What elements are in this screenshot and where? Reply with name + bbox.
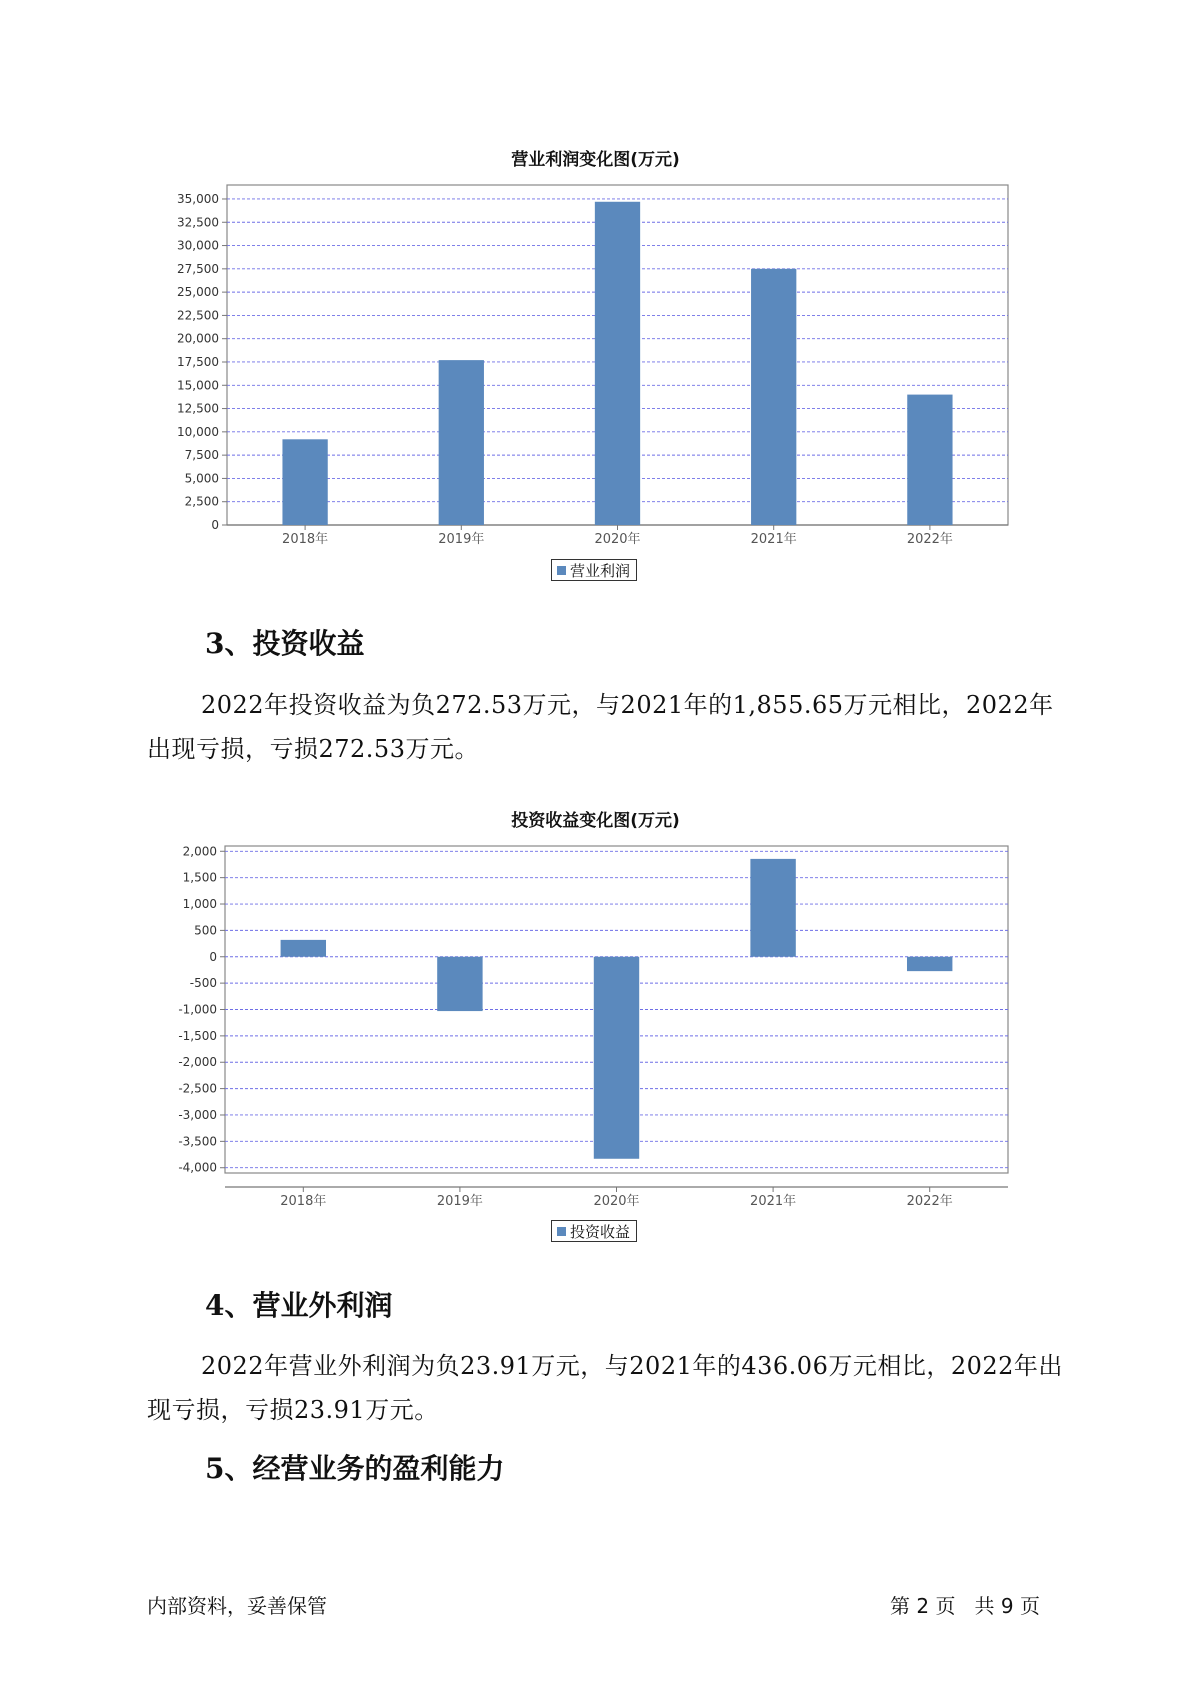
y-tick-label: 25,000 bbox=[177, 285, 219, 300]
y-tick-label: 17,500 bbox=[177, 354, 219, 369]
x-tick-label: 2020年 bbox=[593, 1194, 640, 1209]
x-tick-label: 2018年 bbox=[280, 1194, 327, 1209]
chart-title-operating-profit: 营业利润变化图(万元) bbox=[511, 150, 680, 170]
x-tick-label: 2018年 bbox=[282, 532, 329, 547]
x-tick-label: 2019年 bbox=[438, 532, 485, 547]
x-tick-label: 2021年 bbox=[750, 1194, 797, 1209]
section-title-non-operating-profit: 4、营业外利润 bbox=[205, 1289, 393, 1322]
y-tick-label: 22,500 bbox=[177, 308, 219, 323]
y-tick-label: 32,500 bbox=[177, 215, 219, 230]
y-tick-label: -1,000 bbox=[178, 1002, 217, 1017]
bar-2019年 bbox=[437, 957, 482, 1011]
y-tick-label: 1,500 bbox=[182, 870, 217, 885]
y-tick-label: 2,500 bbox=[184, 494, 219, 509]
y-tick-label: -3,000 bbox=[178, 1107, 217, 1122]
bar-2021年 bbox=[750, 859, 795, 957]
section-title-profitability: 5、经营业务的盈利能力 bbox=[205, 1452, 505, 1485]
paragraph-non-operating-profit: 2022年营业外利润为负23.91万元，与2021年的436.06万元相比，2022年出现亏损，亏损23.91万元。 bbox=[147, 1352, 1063, 1424]
y-tick-label: 5,000 bbox=[184, 471, 219, 486]
bar-2018年 bbox=[281, 940, 326, 957]
y-tick-label: 10,000 bbox=[177, 424, 219, 439]
y-tick-label: 12,500 bbox=[177, 401, 219, 416]
y-tick-label: 20,000 bbox=[177, 331, 219, 346]
y-tick-label: 1,000 bbox=[182, 897, 217, 912]
legend-label: 营业利润 bbox=[570, 561, 631, 580]
y-tick-label: -4,000 bbox=[178, 1160, 217, 1175]
bar-2022年 bbox=[907, 957, 952, 971]
y-tick-label: -3,500 bbox=[178, 1134, 217, 1149]
y-tick-label: 500 bbox=[194, 923, 217, 938]
x-tick-label: 2022年 bbox=[906, 532, 953, 547]
y-tick-label: -500 bbox=[189, 976, 217, 991]
y-tick-label: 0 bbox=[209, 949, 217, 964]
y-tick-label: 0 bbox=[211, 518, 219, 532]
y-tick-label: 27,500 bbox=[177, 261, 219, 276]
chart-title-investment-income: 投资收益变化图(万元) bbox=[511, 811, 680, 831]
x-tick-label: 2022年 bbox=[906, 1194, 953, 1209]
section-title-investment-income: 3、投资收益 bbox=[205, 627, 365, 660]
footer-page-number: 第 2 页 共 9 页 bbox=[890, 1594, 1040, 1618]
paragraph-investment-income: 2022年投资收益为负272.53万元，与2021年的1,855.65万元相比，2022年出现亏损，亏损272.53万元。 bbox=[147, 691, 1054, 763]
y-tick-label: 15,000 bbox=[177, 378, 219, 393]
y-tick-label: 7,500 bbox=[184, 448, 219, 463]
footer-confidential-note: 内部资料，妥善保管 bbox=[147, 1594, 327, 1618]
bar-2020年 bbox=[594, 957, 639, 1159]
y-tick-label: -2,000 bbox=[178, 1055, 217, 1070]
x-tick-label: 2019年 bbox=[436, 1194, 483, 1209]
y-tick-label: 30,000 bbox=[177, 238, 219, 253]
legend-investment-income bbox=[551, 1220, 637, 1242]
legend-swatch bbox=[557, 1227, 566, 1236]
y-tick-label: 2,000 bbox=[182, 844, 217, 859]
y-tick-label: -2,500 bbox=[178, 1081, 217, 1096]
x-tick-label: 2020年 bbox=[594, 532, 641, 547]
x-tick-label: 2021年 bbox=[750, 532, 797, 547]
legend-label: 投资收益 bbox=[570, 1222, 631, 1241]
y-tick-label: 35,000 bbox=[177, 191, 219, 206]
y-tick-label: -1,500 bbox=[178, 1028, 217, 1043]
